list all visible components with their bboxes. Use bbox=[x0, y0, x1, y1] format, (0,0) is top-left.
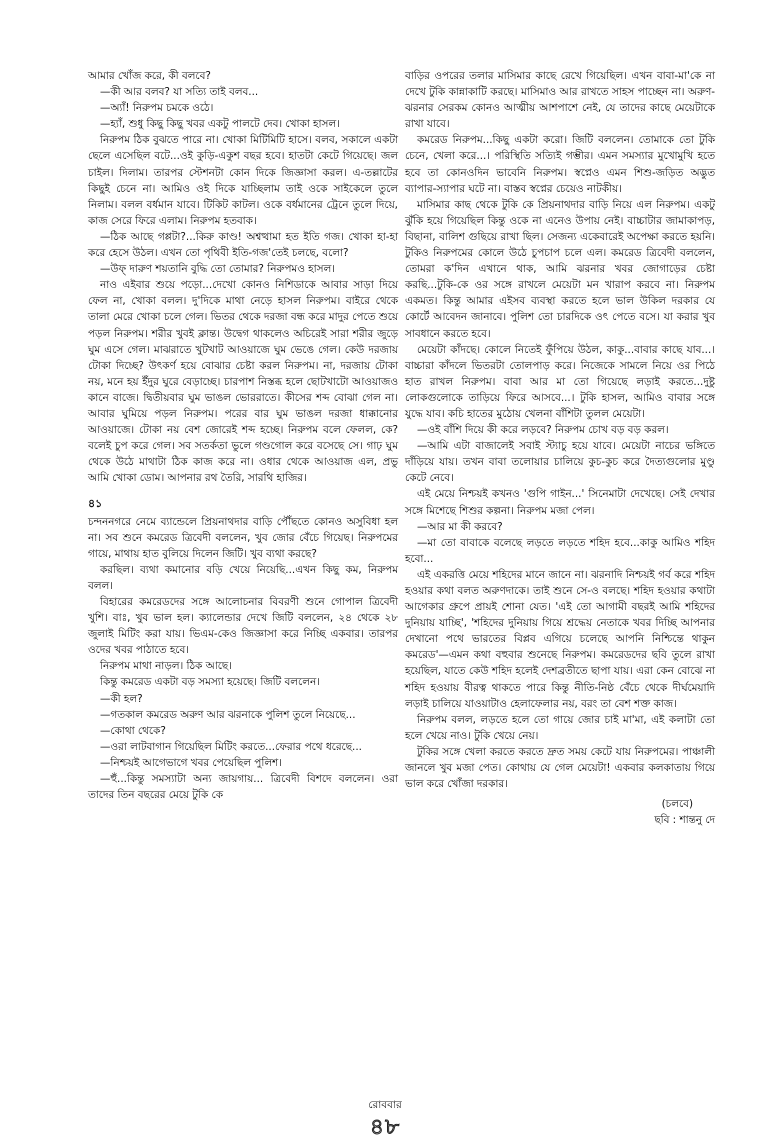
paragraph: মেয়েটা কাঁদছে। কোলে নিতেই ফুঁপিয়ে উঠল, কাকু...বাবার কাছে যাব...। বাচ্চারা কাঁদলে ভিতরটা তোলপাড় করে। নিজেকে সামলে নিয়ে ওর পিঠে হাত রাখল নিরুপম। বাবা আর মা তো গিয়েছে লড়াই করতে...দুষ্টু লোকগুলোকে তাড়িয়ে ফিরে আসবে...। টুকি হাসল, আমিও বাবার সঙ্গে যুদ্ধে যাব। কচি হাতের মুঠোয় খেলনা বাঁশিটা তুলল মেয়েটা। bbox=[405, 343, 715, 420]
right-column bbox=[405, 68, 715, 828]
paragraph: নিরুপম মাথা নাড়ল। ঠিক আছে। bbox=[100, 660, 232, 673]
chapter-number: ৪১ bbox=[88, 497, 103, 511]
paragraph: —অ্যাঁ! নিরুপম চমকে ওঠে। bbox=[100, 102, 214, 115]
paragraph: এই একরত্তি মেয়ে শহিদের মানে জানে না। ঝরনাদি নিশ্চয়ই গর্ব করে শহিদ হওয়ার কথা বলত অরুণদাকে। তাই শুনে সে-ও বলছে। শহিদ হওয়ার কথাটা আগেকার গ্রুপে প্রায়ই শোনা যেত। 'এই তো আগামী বছরই আমি শহিদের দুনিয়ায় যাচ্ছি', 'শহিদের দুনিয়ায় গিয়ে শ্রদ্ধেয় নেতাকে খবর দিচ্ছি আপনার দেখানো পথে ভারতের বিপ্লব এগিয়ে চলেছে আপনি নিশ্চিন্তে থাকুন কমরেড'—এমন কথা বহুবার শুনেছে নিরুপম। কমরেডদের ছবি তুলে রাখা হয়েছিল, যাতে কেউ শহিদ হলেই দেশব্রতীতে ছাপা যায়। এরা কেন বোঝে না শহিদ হওয়ায় বীরত্ব থাকতে পারে কিন্তু নীতি-নিষ্ঠ বেঁচে থেকে দীর্ঘমেয়াদি লড়াই চালিয়ে যাওয়াটাও হেলাফেলার নয়, বরং তা বেশ শক্ত কাজ। bbox=[405, 568, 715, 710]
page-number: ৪৮ bbox=[369, 1115, 401, 1140]
paragraph: —কী আর বলব? যা সত্যি তাই বলব... bbox=[100, 86, 259, 99]
paragraph: টুকির সঙ্গে খেলা করতে করতে দ্রুত সময় কেটে যায় নিরুপমের। পাঞ্চালী জানলে খুব মজা পেত। কোথায় যে গেল মেয়েটা! একবার কলকাতায় গিয়ে ভাল করে খোঁজা দরকার। bbox=[405, 745, 715, 791]
paragraph: —আমি এটা বাজালেই সবাই স্ট্যাচু হয়ে যাবে। মেয়েটা নাচের ভঙ্গিতে দাঁড়িয়ে যায়। তখন বাবা তলোয়ার চালিয়ে কুচ-কুচ করে দৈত্যগুলোর মুণ্ডু কেটে নেবে। bbox=[405, 440, 715, 485]
paragraph: —হ্যাঁ, শুধু কিছু কিছু খবর একটু পালটে দেব। খোকা হাসল। bbox=[100, 118, 340, 131]
paragraph: —নিশ্চয়ই আগেভাগে খবর পেয়েছিল পুলিশ। bbox=[100, 756, 282, 769]
paragraph: —গতকাল কমরেড অরুণ আর ঝরনাকে পুলিশ তুলে নিয়েছে... bbox=[100, 708, 356, 721]
paragraph: নিরুপম ঠিক বুঝতে পারে না। খোকা মিটিমিটি হাসে। বলব, সকালে একটা ছেলে এসেছিল বটে...ওই কুড়ি-একুশ বছর হবে। হাতটা কেটে গিয়েছে। জল চাইল। দিলাম। তারপর স্টেশনটা কোন দিকে জিজ্ঞাসা করল। এ-তল্লাটের কিছুই চেনে না। আমিও ওই দিকে যাচ্ছিলাম তাই ওকে সাইকেলে তুলে নিলাম। বলল বর্ধমান যাবে। টিকিট কাটল। ওকে বর্ধমানের ট্রেনে তুলে দিয়ে, কাজ সেরে ফিরে এলাম। নিরুপম হতবাক। bbox=[88, 134, 398, 227]
paragraph: কমরেড নিরুপম...কিছু একটা করো। জিটি বললেন। তোমাকে তো টুকি চেনে, খেলা করে...। পরিস্থিতি সত্যিই গম্ভীর। এমন সমস্যার মুখোমুখি হতে হবে তা কোনওদিন ভাবেনি নিরুপম। স্বপ্নেও এমন শিশু-জড়িত অদ্ভুত ব্যাপার-স্যাপার ঘটে না। বাস্তব স্বপ্নের চেয়েও নাটকীয়। bbox=[405, 134, 715, 195]
paragraph: নিরুপম বলল, লড়তে হলে তো গায়ে জোর চাই মা'মা, এই কলাটা তো হলে খেয়ে নাও। টুকি খেয়ে নেয়। bbox=[405, 713, 715, 742]
left-column bbox=[88, 68, 398, 803]
paragraph: —ঠিক আছে গপ্পটা?...কিরু কাণ্ড! অশ্বত্থামা হত ইতি গজ। খোকা হা-হা করে হেসে উঠল। এখন তো পৃথিবী ইতি-গজ'তেই চলছে, বলো? bbox=[88, 230, 398, 260]
paragraph: কিন্তু কমরেড একটা বড় সমস্যা হয়েছে। জিটি বললেন। bbox=[100, 676, 320, 689]
paragraph: —কী হল? bbox=[100, 692, 143, 705]
paragraph: —ওই বাঁশি দিয়ে কী করে লড়বে? নিরুপম চোখ বড় বড় করল। bbox=[417, 424, 669, 437]
paragraph: এই মেয়ে নিশ্চয়ই কখনও 'গুপি গাইন...' সিনেমাটা দেখেছে। সেই দেখার সঙ্গে মিশেছে শিশুর কল্পনা। নিরুপম মজা পেল। bbox=[405, 488, 715, 517]
paragraph: —ওরা লাটবাগান গিয়েছিল মিটিং করতে...ফেরার পথে ধরেছে... bbox=[100, 740, 362, 753]
paragraph: —আর মা কী করবে? bbox=[417, 520, 503, 533]
paragraph: —মা তো বাবাকে বলেছে লড়তে লড়তে শহিদ হবে...কাকু আমিও শহিদ হবো... bbox=[405, 536, 715, 565]
magazine-name: রোববার bbox=[368, 1099, 402, 1111]
paragraph: —কোথা থেকে? bbox=[100, 724, 166, 737]
paragraph: আমার খোঁজ করে, কী বলবে? bbox=[88, 70, 211, 82]
paragraph: বিহারের কমরেডদের সঙ্গে আলোচনার বিবরণী শুনে গোপাল ত্রিবেদী খুশি। বাঃ, খুব ভাল হল। ক্যালেন্ডার দেখে জিটি বললেন, ২৪ থেকে ২৮ জুলাই মিটিং করা যায়। ভিএম-কেও জিজ্ঞাসা করে নিচ্ছি একবার। তারপর ওদের খবর পাঠাতে হবে। bbox=[88, 596, 398, 657]
paragraph: মাসিমার কাছ থেকে টুকি কে প্রিয়নাথদার বাড়ি নিয়ে এল নিরুপম। একটু ঝুঁকি হয়ে গিয়েছিল কিন্তু ওকে না এনেও উপায় নেই। বাচ্চাটার জামাকাপড়, বিছানা, বালিশ গুছিয়ে রাখা ছিল। সেজন্য একেবারেই অপেক্ষা করতে হয়নি। টুকিও নিরুপমের কোলে উঠে চুপচাপ চলে এল। কমরেড ত্রিবেদী বললেন, তোমরা ক'দিন এখানে থাক, আমি ঝরনার খবর জোগাড়ের চেষ্টা করছি...টুকি-কে ওর সঙ্গে রাখলে মেয়েটা মন খারাপ করবে না। নিরুপম একমত। কিন্তু আমার এইসব ব্যবস্থা করতে হলে ভাল উকিল দরকার যে কোর্টে আবেদন জানাবে। পুলিশ তো চারদিকে ওৎ পেতে বসে। যা করার খুব সাবধানে করতে হবে। bbox=[405, 198, 715, 340]
paragraph: করছিল। ব্যথা কমানোর বড়ি খেয়ে নিয়েছি...এখন কিছু কম, নিরুপম বলল। bbox=[88, 563, 398, 592]
paragraph: নাও এইবার শুয়ে পড়ো...দেখো কোনও নিশিডাকে আবার সাড়া দিয়ে ফেল না, খোকা বলল। দু'দিকে মাথা নেড়ে হাসল নিরুপম। বাইরে থেকে তালা মেরে খোকা চলে গেল। ভিতর থেকে দরজা বন্ধ করে মাদুর পেতে শুয়ে পড়ল নিরুপম। শরীর খুবই ক্লান্ত। উদ্বেগ থাকলেও অচিরেই সারা শরীর জুড়ে ঘুম এসে গেল। মাঝরাতে খুটখাট আওয়াজে ঘুম ভেঙে গেল। কেউ দরজায় টোকা দিচ্ছে? উৎকর্ণ হয়ে বোঝার চেষ্টা করল নিরুপম। না, দরজায় টোকা নয়, মনে হয় ইঁদুর ঘুরে বেড়াচ্ছে। চারপাশ নিস্তব্ধ হলে ছোটখাটো আওয়াজও কানে বাজে। দ্বিতীয়বার ঘুম ভাঙল ভোররাতে। কীসের শব্দ বোঝা গেল না। আবার ঘুমিয়ে পড়ল নিরুপম। পরের বার ঘুম ভাঙল দরজা ধাক্কানোর আওয়াজে। টোকা নয় বেশ জোরেই শব্দ হচ্ছে। নিরুপম বলে ফেলল, কে? বলেই চুপ করে গেল। সব সতর্কতা ভুলে গণ্ডগোল করে বসেছে সে। গাঢ় ঘুম থেকে উঠে মাথাটা ঠিক কাজ করে না। ওধার থেকে আওয়াজ এল, প্রভু আমি খোকা ডোম। আপনার রথ তৈরি, সারথি হাজির। bbox=[88, 279, 398, 485]
to-be-continued: (চলবে) bbox=[661, 798, 693, 811]
illustration-credit: ছবি : শান্তনু দে bbox=[654, 814, 715, 827]
paragraph: বাড়ির ওপরের তলার মাসিমার কাছে রেখে গিয়েছিল। এখন বাবা-মা'কে না দেখে টুকি কান্নাকাটি করছে। মাসিমাও আর রাখতে সাহস পাচ্ছেন না। অরুণ-ঝরনার সেরকম কোনও আত্মীয় আশপাশে নেই, যে তাদের কাছে মেয়েটাকে রাখা যাবে। bbox=[405, 70, 715, 131]
paragraph: —উফ্ দারুণ শয়তানি বুদ্ধি তো তোমার? নিরুপমও হাসল। bbox=[100, 263, 335, 276]
paragraph: —হুঁ...কিন্তু সমস্যাটা অন্য জায়গায়... ত্রিবেদী বিশদে বললেন। ওরা তাদের তিন বছরের মেয়ে টুকি কে bbox=[88, 773, 398, 802]
paragraph: চন্দননগরে নেমে ব্যান্ডেলে প্রিয়নাথদার বাড়ি পৌঁছতে কোনও অসুবিধা হল না। সব শুনে কমরেড ত্রিবেদী বললেন, খুব জোর বেঁচে গিয়েছ। নিরুপমের গায়ে, মাথায় হাত বুলিয়ে দিলেন জিটি। খুব ব্যথা করছে? bbox=[88, 515, 398, 560]
